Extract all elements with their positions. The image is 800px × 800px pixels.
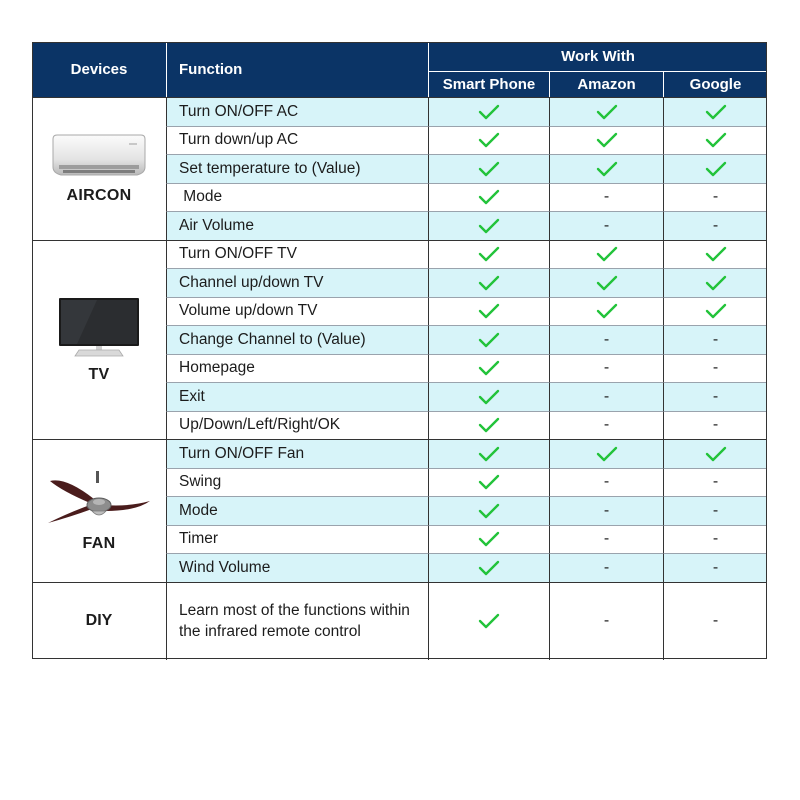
amazon-support-cell <box>549 211 663 240</box>
function-cell: Turn ON/OFF AC <box>166 97 428 126</box>
check-icon <box>596 446 618 462</box>
not-supported-dash: - <box>712 416 719 434</box>
amazon-support-cell <box>549 268 663 297</box>
check-icon <box>478 474 500 490</box>
device-cell-fan <box>32 439 166 582</box>
not-supported-dash: - <box>712 473 719 491</box>
smart-phone-support-cell <box>428 525 549 554</box>
not-supported-dash: - <box>603 216 610 234</box>
header-devices: Devices <box>32 42 166 97</box>
header-function: Function <box>166 42 428 97</box>
check-icon <box>705 275 727 291</box>
check-icon <box>596 132 618 148</box>
device-cell-tv <box>32 240 166 440</box>
check-icon <box>596 275 618 291</box>
google-support-cell <box>663 354 767 383</box>
not-supported-dash: - <box>603 530 610 548</box>
google-support-cell <box>663 468 767 497</box>
amazon-support-cell <box>549 97 663 126</box>
not-supported-dash: - <box>712 612 719 629</box>
ceiling-fan-icon <box>44 469 154 529</box>
check-icon <box>478 189 500 205</box>
amazon-support-cell <box>549 325 663 354</box>
amazon-support-cell <box>549 126 663 155</box>
television-icon <box>57 296 141 360</box>
check-icon <box>478 132 500 148</box>
not-supported-dash: - <box>712 330 719 348</box>
amazon-support-cell <box>549 354 663 383</box>
not-supported-dash: - <box>603 359 610 377</box>
check-icon <box>478 303 500 319</box>
google-support-cell <box>663 97 767 126</box>
check-icon <box>478 275 500 291</box>
smart-phone-support-cell <box>428 439 549 468</box>
device-cell-diy <box>32 582 166 660</box>
not-supported-dash: - <box>712 530 719 548</box>
function-cell: Channel up/down TV <box>166 268 428 297</box>
google-support-cell <box>663 582 767 660</box>
compatibility-table <box>32 42 767 659</box>
check-icon <box>478 531 500 547</box>
smart-phone-support-cell <box>428 382 549 411</box>
function-cell: Set temperature to (Value) <box>166 154 428 183</box>
google-support-cell <box>663 496 767 525</box>
amazon-support-cell <box>549 154 663 183</box>
not-supported-dash: - <box>603 501 610 519</box>
check-icon <box>478 218 500 234</box>
check-icon <box>478 332 500 348</box>
google-support-cell <box>663 240 767 269</box>
google-support-cell <box>663 268 767 297</box>
smart-phone-support-cell <box>428 211 549 240</box>
check-icon <box>705 132 727 148</box>
not-supported-dash: - <box>603 330 610 348</box>
google-support-cell <box>663 297 767 326</box>
amazon-support-cell <box>549 582 663 660</box>
amazon-support-cell <box>549 496 663 525</box>
google-support-cell <box>663 553 767 582</box>
amazon-support-cell <box>549 468 663 497</box>
check-icon <box>705 246 727 262</box>
check-icon <box>705 104 727 120</box>
check-icon <box>596 104 618 120</box>
smart-phone-support-cell <box>428 240 549 269</box>
not-supported-dash: - <box>603 612 610 629</box>
smart-phone-support-cell <box>428 154 549 183</box>
check-icon <box>705 446 727 462</box>
function-cell: Change Channel to (Value) <box>166 325 428 354</box>
google-support-cell <box>663 382 767 411</box>
google-support-cell <box>663 411 767 440</box>
check-icon <box>478 389 500 405</box>
function-cell: Turn ON/OFF Fan <box>166 439 428 468</box>
function-cell: Learn most of the functions within the infrared remote control <box>166 582 428 660</box>
check-icon <box>478 161 500 177</box>
device-label: AIRCON <box>66 186 132 204</box>
smart-phone-support-cell <box>428 553 549 582</box>
check-icon <box>478 613 500 629</box>
function-cell: Air Volume <box>166 211 428 240</box>
amazon-support-cell <box>549 525 663 554</box>
amazon-support-cell <box>549 553 663 582</box>
smart-phone-support-cell <box>428 297 549 326</box>
device-label: TV <box>88 365 110 383</box>
not-supported-dash: - <box>712 501 719 519</box>
check-icon <box>478 446 500 462</box>
header-smart-phone: Smart Phone <box>428 71 549 97</box>
not-supported-dash: - <box>603 558 610 576</box>
google-support-cell <box>663 525 767 554</box>
check-icon <box>478 246 500 262</box>
smart-phone-support-cell <box>428 126 549 155</box>
header-amazon: Amazon <box>549 71 663 97</box>
device-label: FAN <box>82 534 116 552</box>
check-icon <box>596 246 618 262</box>
smart-phone-support-cell <box>428 268 549 297</box>
air-conditioner-icon <box>49 133 149 181</box>
amazon-support-cell <box>549 297 663 326</box>
smart-phone-support-cell <box>428 354 549 383</box>
function-cell: Mode <box>166 496 428 525</box>
smart-phone-support-cell <box>428 183 549 212</box>
smart-phone-support-cell <box>428 411 549 440</box>
check-icon <box>705 161 727 177</box>
function-cell: Exit <box>166 382 428 411</box>
check-icon <box>478 104 500 120</box>
amazon-support-cell <box>549 382 663 411</box>
google-support-cell <box>663 154 767 183</box>
not-supported-dash: - <box>603 188 610 206</box>
header-google: Google <box>663 71 767 97</box>
amazon-support-cell <box>549 439 663 468</box>
function-cell: Homepage <box>166 354 428 383</box>
smart-phone-support-cell <box>428 496 549 525</box>
not-supported-dash: - <box>712 359 719 377</box>
not-supported-dash: - <box>712 216 719 234</box>
not-supported-dash: - <box>603 473 610 491</box>
google-support-cell <box>663 211 767 240</box>
check-icon <box>478 360 500 376</box>
function-cell: Up/Down/Left/Right/OK <box>166 411 428 440</box>
smart-phone-support-cell <box>428 97 549 126</box>
amazon-support-cell <box>549 411 663 440</box>
google-support-cell <box>663 439 767 468</box>
function-cell: Turn down/up AC <box>166 126 428 155</box>
function-cell: Wind Volume <box>166 553 428 582</box>
google-support-cell <box>663 183 767 212</box>
amazon-support-cell <box>549 183 663 212</box>
check-icon <box>478 417 500 433</box>
device-label: DIY <box>85 612 113 629</box>
not-supported-dash: - <box>712 387 719 405</box>
check-icon <box>596 161 618 177</box>
function-cell: Turn ON/OFF TV <box>166 240 428 269</box>
check-icon <box>478 560 500 576</box>
not-supported-dash: - <box>712 188 719 206</box>
check-icon <box>478 503 500 519</box>
header-work-with: Work With <box>428 42 767 71</box>
smart-phone-support-cell <box>428 325 549 354</box>
not-supported-dash: - <box>603 387 610 405</box>
not-supported-dash: - <box>603 416 610 434</box>
function-cell: Mode <box>166 183 428 212</box>
smart-phone-support-cell <box>428 582 549 660</box>
google-support-cell <box>663 126 767 155</box>
amazon-support-cell <box>549 240 663 269</box>
check-icon <box>705 303 727 319</box>
google-support-cell <box>663 325 767 354</box>
function-cell: Swing <box>166 468 428 497</box>
not-supported-dash: - <box>712 558 719 576</box>
function-cell: Timer <box>166 525 428 554</box>
smart-phone-support-cell <box>428 468 549 497</box>
device-cell-aircon <box>32 97 166 240</box>
function-cell: Volume up/down TV <box>166 297 428 326</box>
check-icon <box>596 303 618 319</box>
